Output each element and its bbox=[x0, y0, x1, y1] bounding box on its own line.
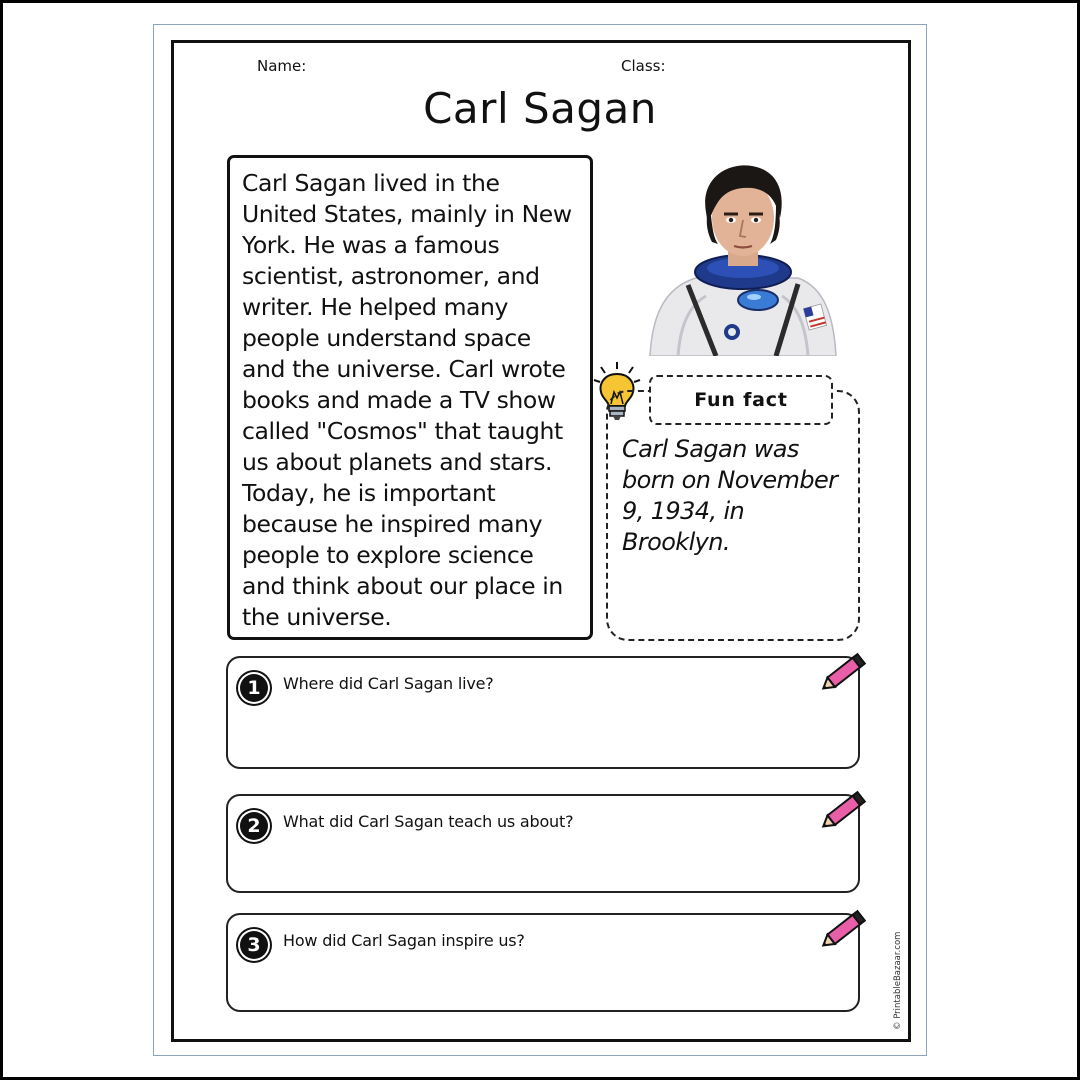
name-label: Name: bbox=[257, 57, 307, 75]
question-number-badge: 1 bbox=[238, 672, 270, 704]
page-title: Carl Sagan bbox=[423, 84, 657, 133]
pencil-icon bbox=[816, 648, 870, 698]
question-3-box[interactable] bbox=[226, 913, 860, 1012]
pencil-icon bbox=[816, 786, 870, 836]
question-text: What did Carl Sagan teach us about? bbox=[283, 812, 574, 831]
reading-passage: Carl Sagan lived in the United States, mainly in New York. He was a famous scientist, astronomer, and writer. He helped many people understand space and the universe. Carl wrote books and made a TV show called "Cosmos" that taught us about planets and stars. Today, he is important because he inspired many people to explore science and think about our place in the universe. bbox=[242, 169, 572, 631]
class-label: Class: bbox=[621, 57, 666, 75]
question-text: How did Carl Sagan inspire us? bbox=[283, 931, 525, 950]
question-text: Where did Carl Sagan live? bbox=[283, 674, 494, 693]
question-number-badge: 3 bbox=[238, 929, 270, 961]
question-number-badge: 2 bbox=[238, 810, 270, 842]
copyright-watermark: © PrintableBazaar.com bbox=[893, 931, 903, 1030]
question-1-box[interactable] bbox=[226, 656, 860, 769]
astronaut-portrait bbox=[648, 160, 838, 356]
fun-fact-heading: Fun fact bbox=[649, 375, 833, 425]
pencil-icon bbox=[816, 905, 870, 955]
fun-fact-text: Carl Sagan was born on November 9, 1934, in Brooklyn. bbox=[622, 435, 838, 556]
reading-passage-box bbox=[227, 155, 593, 640]
question-2-box[interactable] bbox=[226, 794, 860, 893]
